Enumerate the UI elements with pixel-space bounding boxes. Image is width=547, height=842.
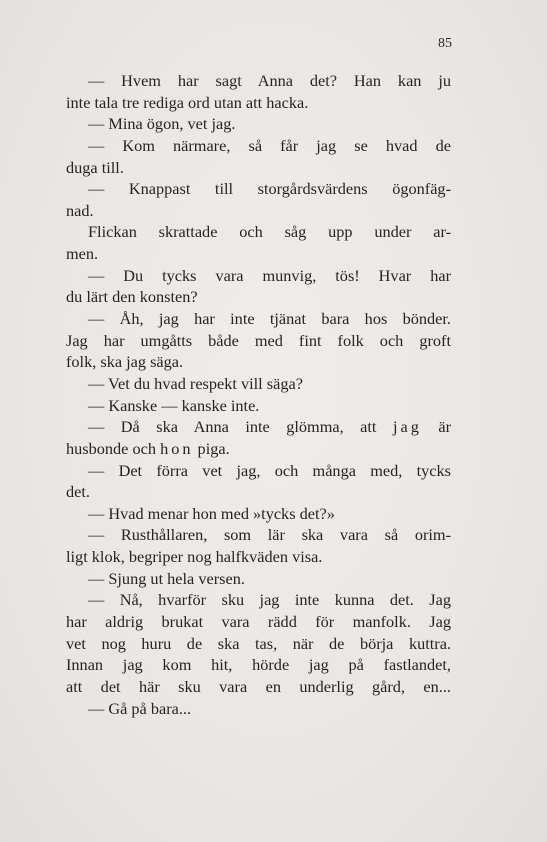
text-line: — Då ska Anna inte glömma, att jag är xyxy=(88,417,451,437)
text-line: — Kom närmare, så får jag se hvad de xyxy=(88,135,451,155)
text-line: husbonde och hon piga. xyxy=(66,438,230,458)
body-text xyxy=(66,70,451,719)
text-line: men. xyxy=(66,244,99,264)
text-line: — Hvem har sagt Anna det? Han kan ju xyxy=(88,71,451,90)
text-line: Flickan skrattade och såg upp under ar- xyxy=(88,222,451,242)
text-line: — Kanske — kanske inte. xyxy=(88,395,260,415)
text-line: — Sjung ut hela versen. xyxy=(88,568,245,588)
text-line: inte tala tre rediga ord utan att hacka. xyxy=(66,92,309,112)
text-line: — Mina ögon, vet jag. xyxy=(88,114,236,134)
text-line: — Åh, jag har inte tjänat bara hos bönder. xyxy=(88,309,451,329)
page-number: 85 xyxy=(438,36,452,51)
text-line: har aldrig brukat vara rädd för manfolk. Jag xyxy=(66,612,451,632)
text-line: — Det förra vet jag, och många med, tycks xyxy=(88,460,451,480)
text-line: vet nog huru de ska tas, när de börja kuttra. xyxy=(66,633,451,653)
text-line: — Rusthållaren, som lär ska vara så orim- xyxy=(88,525,451,545)
text-line: — Gå på bara... xyxy=(88,698,192,718)
text-line: duga till. xyxy=(66,157,124,177)
text-line: Jag har umgåtts både med fint folk och groft xyxy=(66,330,451,350)
text-line: Innan jag kom hit, hörde jag på fastlandet, xyxy=(66,655,451,675)
text-line: — Vet du hvad respekt vill säga? xyxy=(88,373,303,393)
text-line: — Du tycks vara munvig, tös! Hvar har xyxy=(88,265,451,285)
text-line: du lärt den konsten? xyxy=(66,287,198,307)
text-line: ligt klok, begriper nog halfkväden visa. xyxy=(66,547,323,567)
text-line: — Nå, hvarför sku jag inte kunna det. Jag xyxy=(88,590,451,610)
text-line: att det här sku vara en underlig gård, en... xyxy=(66,676,451,696)
emphasized-word: hon xyxy=(160,438,194,458)
emphasized-word: jag xyxy=(392,417,422,437)
text-line: nad. xyxy=(66,200,94,220)
text-line: folk, ska jag säga. xyxy=(66,352,184,372)
text-line: — Hvad menar hon med »tycks det?» xyxy=(88,503,335,523)
text-line: — Knappast till storgårdsvärdens ögonfäg- xyxy=(88,179,451,199)
text-line: det. xyxy=(66,482,90,502)
